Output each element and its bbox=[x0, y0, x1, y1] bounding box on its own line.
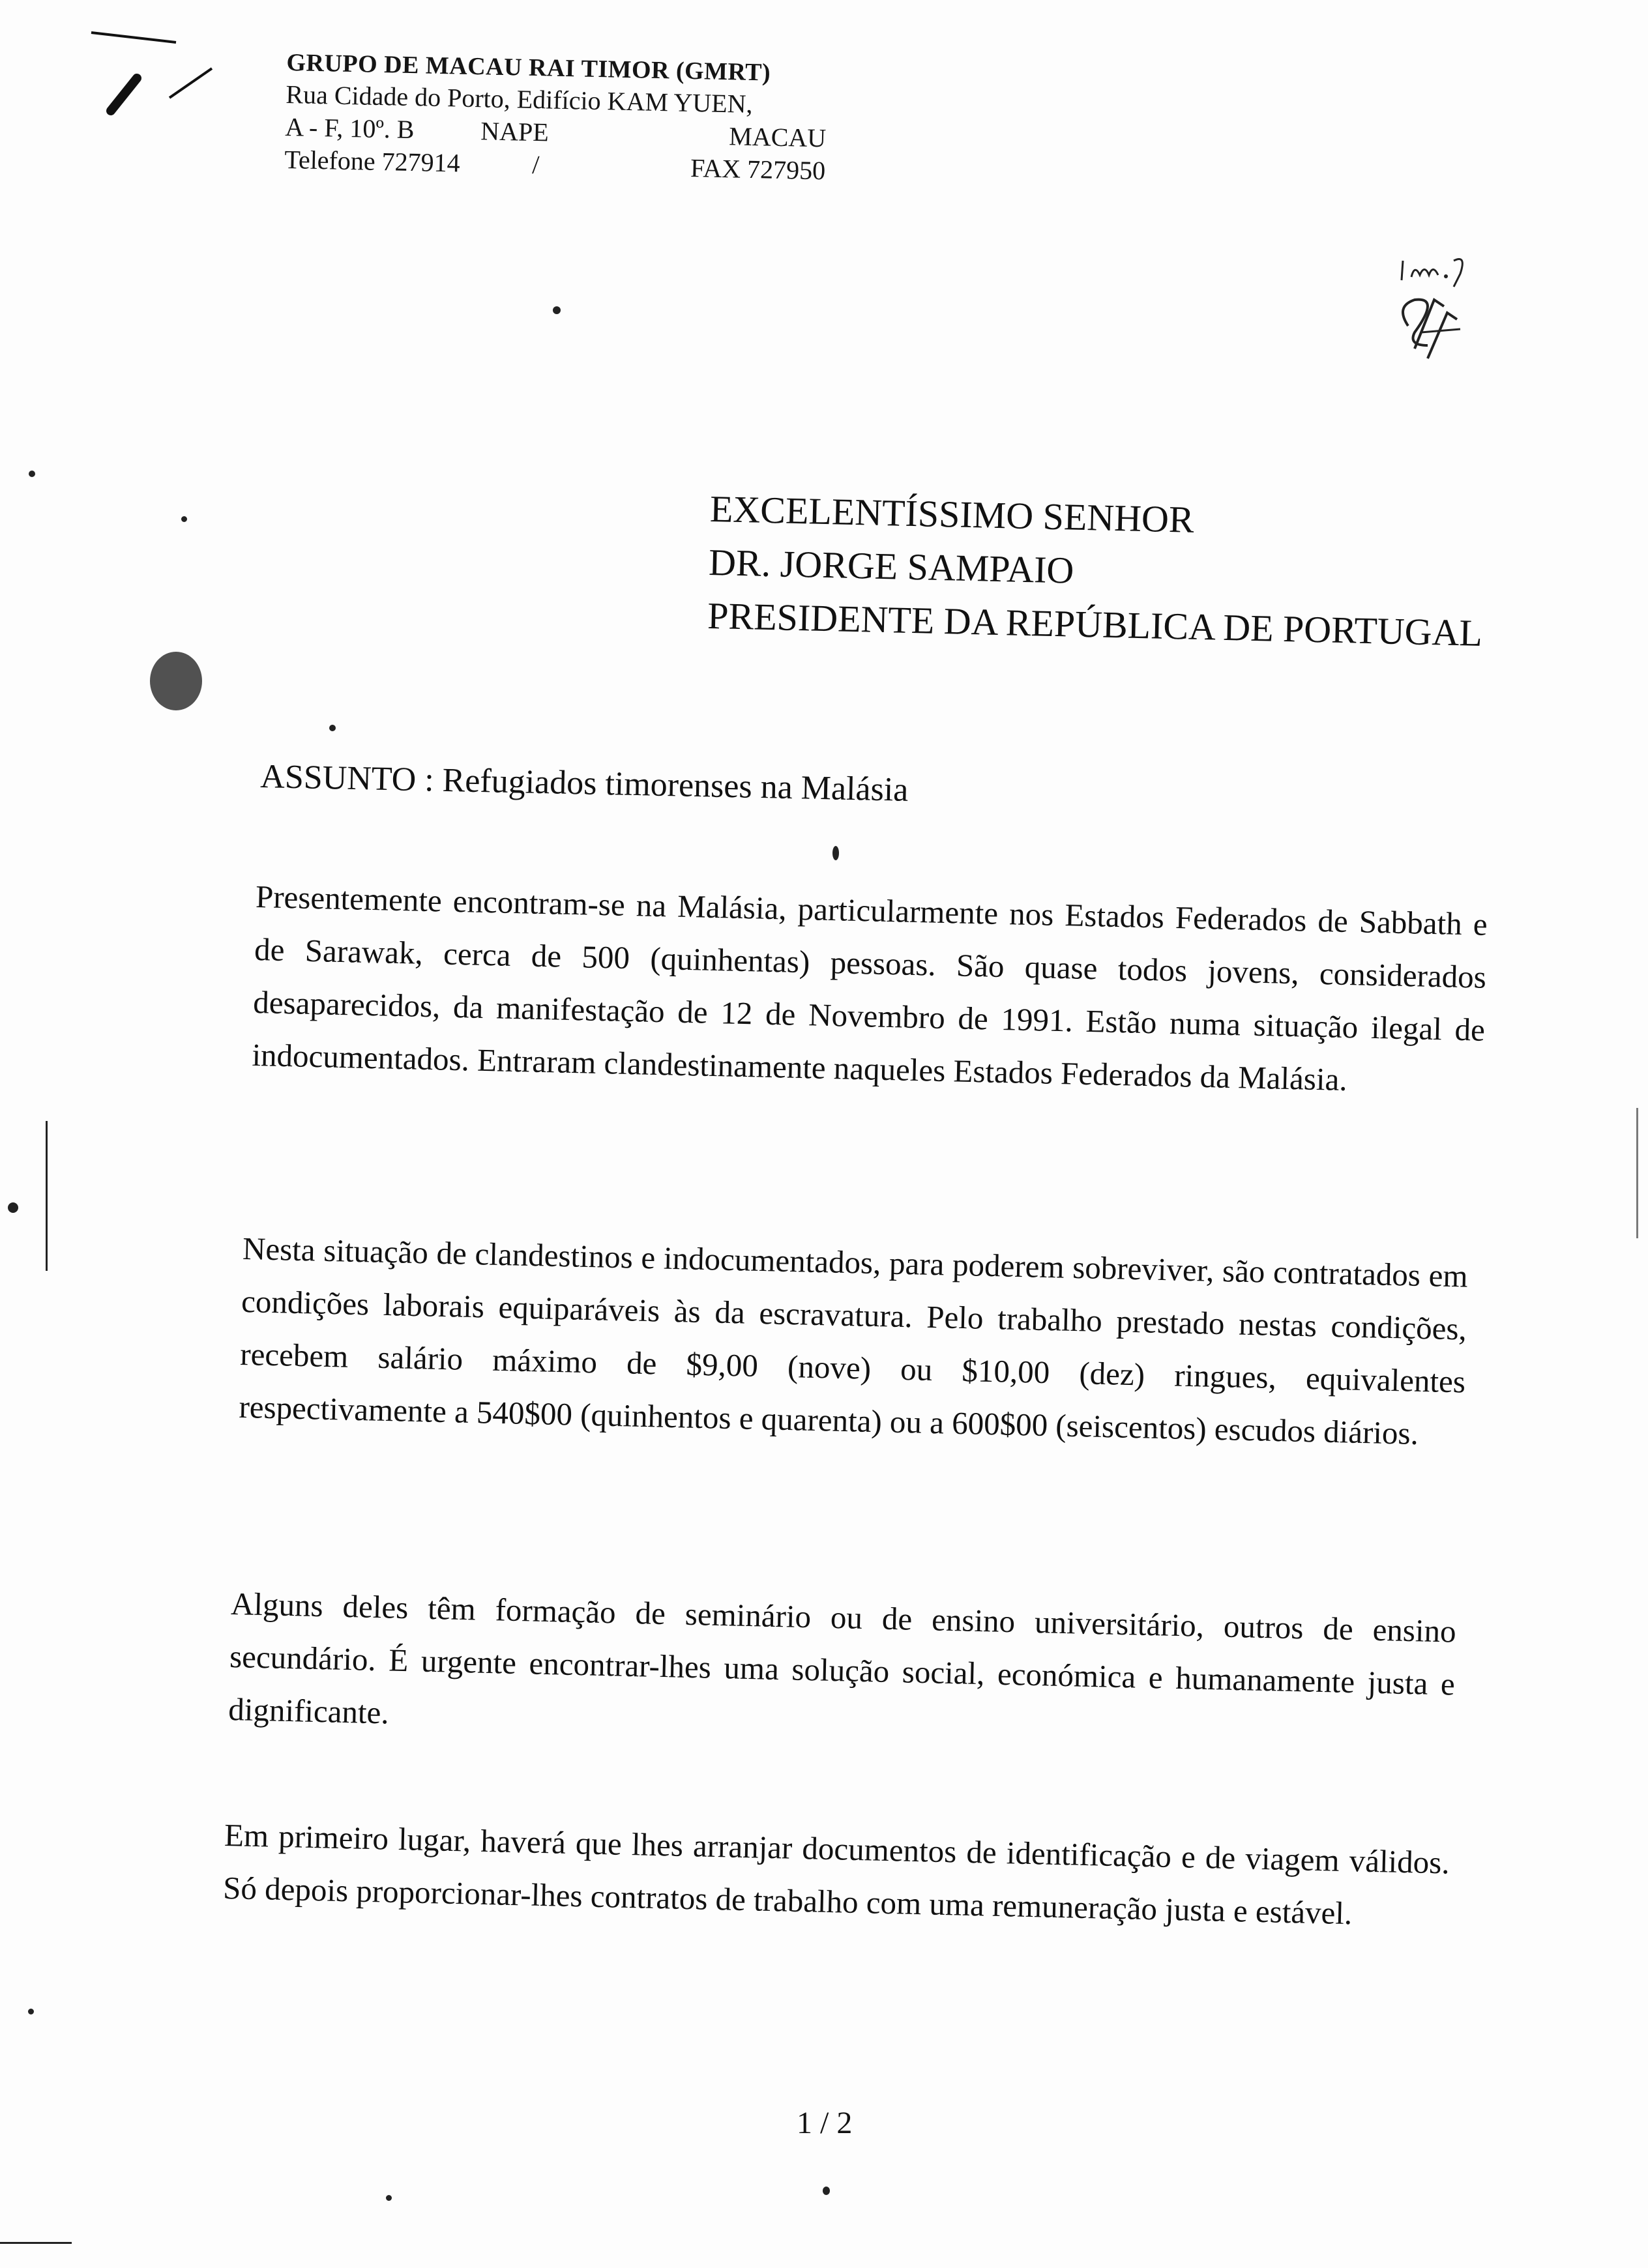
scan-blot bbox=[150, 652, 202, 710]
body-paragraph: Nesta situação de clandestinos e indocumentados, para poderem sobreviver, são contratados em condições laborais equiparáveis às da escravatura. Pelo trabalho prestado nestas condições, recebem salário máximo de $9,00 (nove) ou $10,00 (dez) ringues, equivalentes respectivamente a 540$00 (quinhentos e quarenta) ou a 600$00 (seiscentos) escudos diários. bbox=[238, 1230, 1469, 1451]
phone-label: Telefone bbox=[284, 144, 376, 176]
subject-label: ASSUNTO : bbox=[259, 757, 435, 799]
addressee-name: DR. JORGE SAMPAIO bbox=[708, 540, 1075, 592]
handwritten-annotation bbox=[1369, 235, 1565, 430]
addressee-block bbox=[707, 482, 1544, 662]
scan-speck bbox=[553, 306, 561, 314]
scan-speck bbox=[823, 2187, 830, 2195]
scan-speck bbox=[329, 725, 336, 731]
scan-speck bbox=[8, 1202, 18, 1213]
pen-mark bbox=[39, 13, 248, 143]
address-unit: A - F, 10º. B bbox=[284, 111, 415, 145]
scan-speck bbox=[29, 471, 35, 477]
body-paragraph: Em primeiro lugar, haverá que lhes arranjar documentos de identificação e de viagem válidos. Só depois proporcionar-lhes contratos de trabalho com uma remuneração justa e estável. bbox=[222, 1816, 1450, 1932]
scan-edge-line bbox=[0, 2242, 72, 2244]
addressee-salutation: EXCELENTÍSSIMO SENHOR bbox=[709, 487, 1195, 541]
subject-line bbox=[260, 757, 909, 809]
scan-speck bbox=[181, 516, 187, 522]
fax-label: FAX bbox=[690, 153, 741, 184]
scan-speck bbox=[832, 846, 839, 860]
address-line: Rua Cidade do Porto, Edifício KAM YUEN, bbox=[285, 79, 753, 119]
addressee-title: PRESIDENTE DA REPÚBLICA DE PORTUGAL bbox=[707, 594, 1483, 654]
scan-edge-line bbox=[1636, 1108, 1638, 1238]
organization-name: GRUPO DE MACAU RAI TIMOR (GMRT) bbox=[286, 48, 771, 87]
address-district: NAPE bbox=[480, 116, 550, 147]
scan-speck bbox=[386, 2195, 392, 2201]
body-paragraph: Presentemente encontram-se na Malásia, particularmente nos Estados Federados de Sabbath e de Sarawak, cerca de 500 (quinhentas) pessoas. São quase todos jovens, considerados desaparecidos, da manifestação de 12 de Novembro de 1991. Estão numa situação ilegal de indocumentados. Entraram clandestinamente naqueles Estados Federados da Malásia. bbox=[251, 878, 1488, 1098]
scan-edge-line bbox=[46, 1121, 48, 1271]
fax-number: 727950 bbox=[746, 154, 826, 186]
page-number: 1 / 2 bbox=[797, 2106, 853, 2140]
letterhead bbox=[284, 46, 828, 187]
body-paragraph: Alguns deles têm formação de seminário ou de ensino universitário, outros de ensino secundário. É urgente encontrar-lhes uma solução social, económica e humanamente justa e dignificante. bbox=[228, 1585, 1457, 1731]
phone-number: 727914 bbox=[381, 147, 461, 178]
scan-speck bbox=[28, 2009, 34, 2014]
separator: / bbox=[531, 149, 540, 180]
address-city: MACAU bbox=[728, 121, 827, 153]
fax-line bbox=[690, 152, 826, 187]
subject-text: Refugiados timorenses na Malásia bbox=[442, 761, 909, 809]
